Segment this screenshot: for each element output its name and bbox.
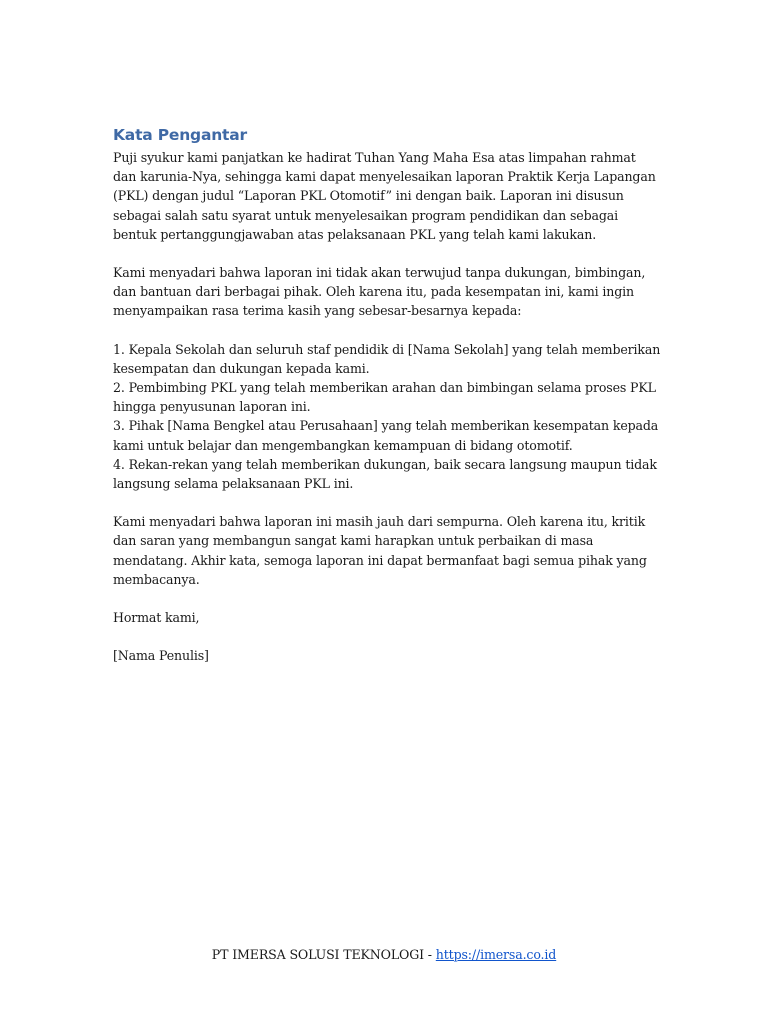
- list-item: 3. Pihak [Nama Bengkel atau Perusahaan] yang telah memberikan kesempatan kepada kami untuk belajar dan mengembangkan kemampuan di bidang otomotif.: [113, 418, 659, 453]
- paragraph-closing: Kami menyadari bahwa laporan ini masih jauh dari sempurna. Oleh karena itu, kritik dan saran yang membangun sangat kami harapkan untuk perbaikan di masa mendatang. Akhir kata, semoga laporan ini dapat bermanfaat bagi semua pihak yang membacanya.: [113, 514, 647, 587]
- author-signature: [Nama Penulis]: [113, 648, 209, 664]
- footer-company: PT IMERSA SOLUSI TEKNOLOGI -: [211, 947, 436, 962]
- list-item: 4. Rekan-rekan yang telah memberikan dukungan, baik secara langsung maupun tidak langsung selama pelaksanaan PKL ini.: [113, 456, 657, 492]
- closing-salutation: Hormat kami,: [113, 610, 200, 626]
- paragraph-intro: Puji syukur kami panjatkan ke hadirat Tuhan Yang Maha Esa atas limpahan rahmat dan karunia-Nya, sehingga kami dapat menyelesaikan laporan Praktik Kerja Lapangan (PKL) dengan judul “Laporan PKL Otomotif” ini dengan baik. Laporan ini disusun sebagai salah satu syarat untuk menyelesaikan program pendidikan dan sebagai bentuk pertanggungjawaban atas pelaksanaan PKL yang telah kami lakukan.: [113, 150, 656, 242]
- list-item: 2. Pembimbing PKL yang telah memberikan arahan dan bimbingan selama proses PKL hingga penyusunan laporan ini.: [113, 380, 656, 415]
- list-item: 1. Kepala Sekolah dan seluruh staf pendidik di [Nama Sekolah] yang telah memberikan kesempatan dan dukungan kepada kami.: [113, 341, 661, 376]
- page-title: Kata Pengantar: [113, 126, 247, 144]
- paragraph-thanks: Kami menyadari bahwa laporan ini tidak akan terwujud tanpa dukungan, bimbingan, dan bantuan dari berbagai pihak. Oleh karena itu, pada kesempatan ini, kami ingin menyampaikan rasa terima kasih yang sebesar-besarnya kepada:: [113, 265, 646, 319]
- acknowledgement-list: [113, 340, 661, 494]
- document-body: [113, 124, 661, 684]
- footer-link[interactable]: https://imersa.co.id: [435, 947, 557, 962]
- page-footer: [0, 945, 768, 964]
